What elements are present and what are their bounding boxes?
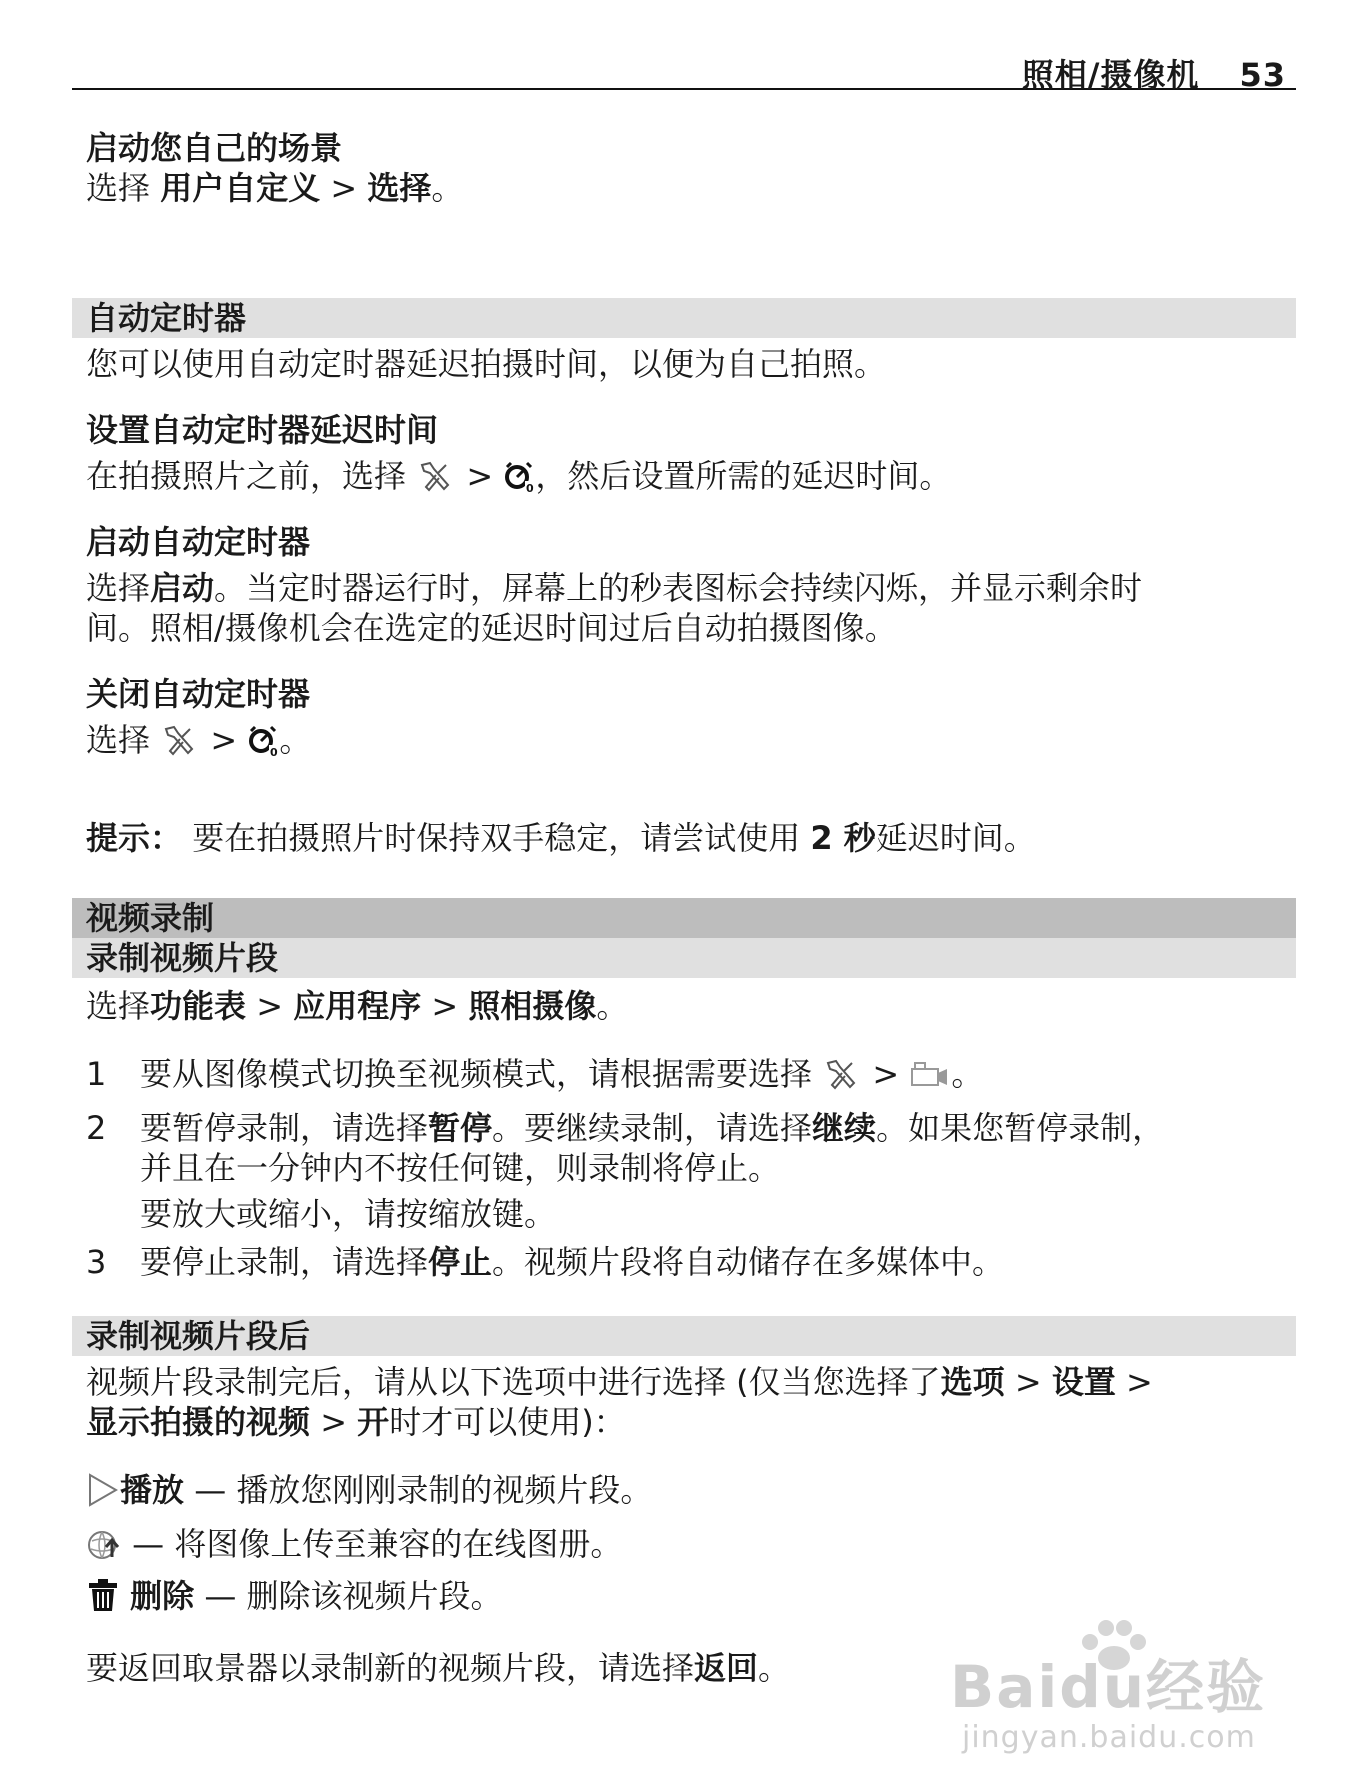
video-camera-icon <box>909 1057 951 1100</box>
selftimer-intro: 您可以使用自动定时器延迟拍摄时间，以便为自己拍照。 <box>86 345 887 383</box>
wrench-icon <box>416 459 456 502</box>
option-upload: — 将图像上传至兼容的在线图册。 <box>86 1524 1286 1570</box>
option-play: 播放 — 播放您刚刚录制的视频片段。 <box>86 1470 1286 1516</box>
after-line1: 视频片段录制完后，请从以下选项中进行选择 (仅当您选择了选项 > 设置 > <box>86 1363 1153 1401</box>
page-number: 53 <box>1239 56 1286 94</box>
list-item: 2 要暂停录制，请选择暂停。要继续录制，请选择继续。如果您暂停录制， <box>86 1109 1165 1147</box>
start-timer-line2: 间。照相/摄像机会在选定的延迟时间过后自动拍摄图像。 <box>86 609 897 647</box>
wrench-icon <box>822 1057 862 1100</box>
set-delay-heading: 设置自动定时器延迟时间 <box>86 411 439 449</box>
zoom-note: 要放大或缩小，请按缩放键。 <box>140 1195 557 1233</box>
stopwatch-icon <box>503 459 535 502</box>
start-timer-line1: 选择启动。当定时器运行时，屏幕上的秒表图标会持续闪烁，并显示剩余时 <box>86 569 1143 607</box>
tip-line: 提示： 要在拍摄照片时保持双手稳定，请尝试使用 2 秒延迟时间。 <box>86 819 1036 857</box>
page-header <box>72 46 1296 94</box>
scene-line: 选择 用户自定义 > 选择。 <box>86 169 464 207</box>
globe-upload-icon <box>86 1527 122 1570</box>
header-title: 照相/摄像机 <box>1021 56 1200 94</box>
stopwatch-icon <box>247 723 279 766</box>
video-path-line: 选择功能表 > 应用程序 > 照相摄像。 <box>86 987 629 1025</box>
tip-label: 提示： <box>86 819 183 857</box>
list-item: 1 要从图像模式切换至视频模式，请根据需要选择 > 。 <box>86 1054 1286 1100</box>
close-timer-line: 选择 > 0 。 <box>86 720 1286 766</box>
subsection-band-record: 录制视频片段 <box>72 938 1296 978</box>
list-item-continuation: 并且在一分钟内不按任何键，则录制将停止。 <box>140 1149 781 1187</box>
after-line2: 显示拍摄的视频 > 开时才可以使用)： <box>86 1403 626 1441</box>
trash-icon <box>86 1577 120 1622</box>
start-timer-heading: 启动自动定时器 <box>86 523 311 561</box>
close-timer-heading: 关闭自动定时器 <box>86 675 311 713</box>
wrench-icon <box>160 723 200 766</box>
set-delay-line: 在拍摄照片之前，选择 > 0 ，然后设置所需的延迟时间。 <box>86 456 1286 502</box>
list-item: 3 要停止录制，请选择停止。视频片段将自动储存在多媒体中。 <box>86 1243 1005 1281</box>
section-band-after-recording: 录制视频片段后 <box>72 1316 1296 1356</box>
option-delete: 删除 — 删除该视频片段。 <box>86 1576 1286 1622</box>
scene-heading: 启动您自己的场景 <box>86 129 343 167</box>
section-band-video: 视频录制 <box>72 898 1296 938</box>
section-band-selftimer: 自动定时器 <box>72 298 1296 338</box>
svg-text:0: 0 <box>526 482 534 493</box>
play-icon <box>86 1473 120 1516</box>
svg-text:0: 0 <box>270 746 278 757</box>
back-line: 要返回取景器以录制新的视频片段，请选择返回。 <box>86 1649 791 1687</box>
baidu-watermark: Baidu经验 jingyan.baidu.com <box>950 1620 1290 1770</box>
